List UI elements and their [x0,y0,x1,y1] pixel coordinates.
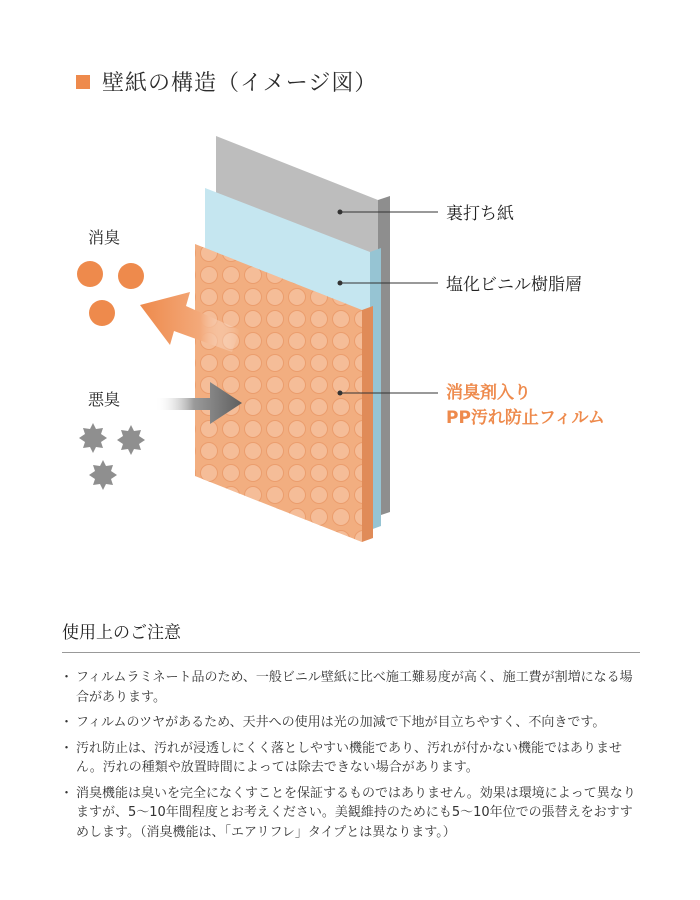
deodorized-particle [118,263,144,289]
note-item: ・ 汚れ防止は、汚れが浸透しにくく落としやすい機能であり、汚れが付かない機能ではありません。汚れの種類や放置時間によっては除去できない場合があります。 [62,739,642,778]
note-item: ・ 消臭機能は臭いを完全になくすことを保証するものではありません。効果は環境によって異なりますが、5〜10年間程度とお考えください。美観維持のためにも5〜10年位での張替えをおすすめします。（消臭機能は、「エアリフレ」タイプとは異なります。） [62,784,642,843]
bad-odor-particle [89,460,117,490]
page-title-text: 壁紙の構造（イメージ図） [102,71,378,96]
label-bad-odor: 悪臭 [88,390,121,409]
note-item: ・ フィルムラミネート品のため、一般ビニル壁紙に比べ施工難易度が高く、施工費が割増になる場合があります。 [62,668,642,707]
label-backing-paper: 裏打ち紙 [446,204,514,224]
label-film-line2: PP汚れ防止フィルム [446,408,605,428]
bad-odor-particle [79,423,107,453]
notes-list [62,668,642,848]
bad-odor-particle [117,425,145,455]
label-pvc-layer: 塩化ビニル樹脂層 [446,275,582,295]
label-film-line1: 消臭剤入り [446,383,531,403]
label-deodorized: 消臭 [88,228,121,247]
deodorized-particle [77,261,103,287]
note-item: ・ フィルムのツヤがあるため、天井への使用は光の加減で下地が目立ちやすく、不向きです。 [62,713,642,733]
deodorized-particle [89,300,115,326]
notes-heading: 使用上のご注意 [62,623,181,643]
notes-divider [62,652,640,653]
